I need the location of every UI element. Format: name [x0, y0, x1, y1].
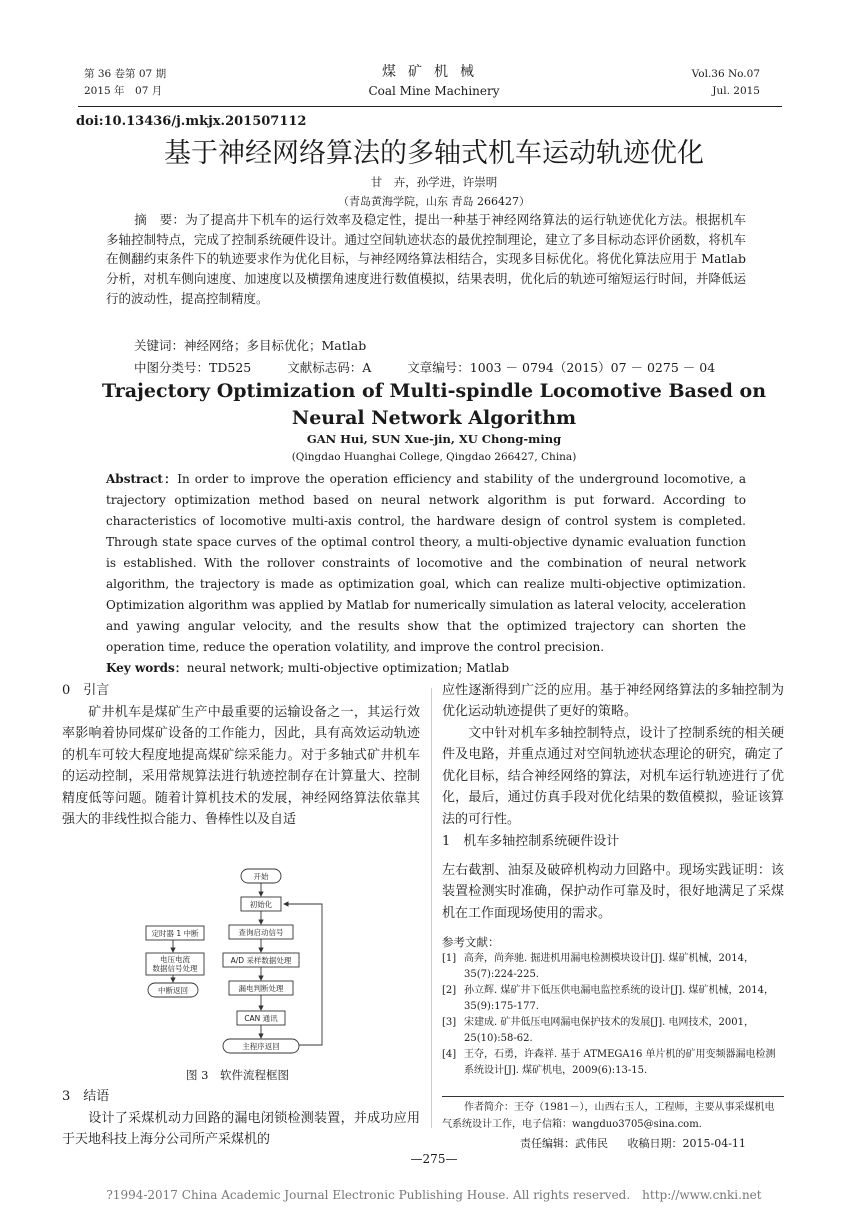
header-date-cn: 2015 年 07 月	[84, 85, 163, 97]
reference-text: 高奔，尚奔驰. 掘进机用漏电检测模块设计[J]. 煤矿机械，2014，35(7):224-225.	[464, 953, 754, 980]
section-0-heading: 0 引言	[62, 683, 110, 698]
section-3-text: 设计了采煤机动力回路的漏电闭锁检测装置，并成功应用于天地科技上海分公司所产采煤机的	[62, 1111, 420, 1148]
article-number: 文章编号：1003 － 0794（2015）07 － 0275 － 04	[407, 360, 716, 375]
flowchart-query-label: 查询启动信号	[238, 928, 284, 937]
reference-item	[442, 1015, 784, 1047]
received-date: 收稿日期：2015-04-11	[627, 1137, 746, 1150]
class-number: 中图分类号：TD525	[134, 360, 252, 375]
flowchart-start-label: 开始	[253, 872, 269, 881]
affiliation-cn: （青岛黄海学院，山东 青岛 266427）	[338, 195, 530, 208]
responsible-editor: 责任编辑：武伟民	[520, 1137, 608, 1150]
flowchart-init-label: 初始化	[249, 900, 273, 909]
section-3-heading: 3 结语	[62, 1089, 110, 1104]
editor-line	[520, 1135, 762, 1151]
classification-line	[134, 358, 754, 376]
doi	[76, 114, 306, 129]
abstract-cn	[106, 210, 746, 309]
section-1-heading: 1 机车多轴控制系统硬件设计	[442, 834, 620, 849]
reference-text: 宋建成. 矿井低压电网漏电保护技术的发展[J]. 电网技术，2001，25(10):58-62.	[464, 1017, 754, 1044]
flowchart-int-return-label: 中断返回	[158, 986, 188, 995]
keywords-cn: 关键词：神经网络；多目标优化；Matlab	[134, 338, 367, 353]
reference-number: [3]	[442, 1017, 457, 1028]
authors-cn: 甘 卉，孙学进，许崇明	[370, 175, 498, 189]
title-cn: 基于神经网络算法的多轴式机车运动轨迹优化	[164, 138, 704, 169]
flowchart-timer-label: 定时器 1 中断	[151, 929, 199, 938]
title-en: Trajectory Optimization of Multi-spindle Locomotive Based on Neural Network Algorithm	[101, 380, 767, 429]
flowchart-judge-label: 漏电判断处理	[238, 984, 284, 993]
author-bio-text: 作者简介：王夺（1981－），山西右玉人，工程师，主要从事采煤机电气系统设计工作，电子信箱：wangduo3705@sina.com.	[442, 1102, 775, 1130]
section-3-paragraph	[62, 1108, 420, 1151]
page-number: —275—	[410, 1152, 458, 1166]
header-rule	[78, 106, 782, 107]
flowchart-signal-label-line1: 电压电流	[160, 955, 190, 964]
reference-text: 王夺，石勇，许森祥. 基于 ATMEGA16 单片机的矿用变频器漏电检测系统设计[J]. 煤矿机电，2009(6):13-15.	[464, 1049, 776, 1076]
document-code: 文献标志码：A	[287, 360, 372, 375]
keywords-en-label: Key words：	[106, 661, 187, 675]
header-issue-en	[692, 66, 760, 100]
reference-number: [2]	[442, 985, 457, 996]
right-paragraph-2	[442, 723, 784, 830]
doi-label: doi:	[76, 114, 104, 129]
authors-en: GAN Hui, SUN Xue-jin, XU Chong-ming	[306, 432, 562, 446]
flowchart-can-label: CAN 通讯	[244, 1014, 278, 1023]
reference-number: [4]	[442, 1049, 457, 1060]
affiliation-en: (Qingdao Huanghai College, Qingdao 266427, China)	[291, 451, 577, 463]
flowchart-signal-label-line2: 数据信号处理	[152, 964, 198, 973]
copyright-footer: ?1994-2017 China Academic Journal Electronic Publishing House. All rights reserved. http://www.cnki.net	[106, 1188, 762, 1202]
section-0-paragraph	[62, 702, 420, 830]
header-date-en: Jul. 2015	[712, 85, 760, 97]
abstract-cn-text: 摘 要：为了提高井下机车的运行效率及稳定性，提出一种基于神经网络算法的运行轨迹优化方法。根据机车多轴控制特点，完成了控制系统硬件设计。通过空间轨迹状态的最优控制理论，建立了多目标动态评价函数，将机车在侧翻约束条件下的轨迹要求作为优化目标，与神经网络算法相结合，实现多目标优化。将优化算法应用于 Matlab 分析，对机车侧向速度、加速度以及横摆角速度进行数值模拟，结果表明，优化后的轨迹可缩短运行时间，并降低运行的波动性，提高控制精度。	[106, 212, 746, 306]
reference-number: [1]	[442, 953, 457, 964]
keywords-en	[106, 659, 509, 676]
journal-name-cn: 煤矿机械	[382, 64, 486, 80]
keywords-en-text: neural network; multi-objective optimization; Matlab	[186, 661, 510, 675]
header-volume-cn: 第 36 卷第 07 期	[84, 68, 167, 80]
flowchart-main-return-label: 主程序返回	[242, 1042, 280, 1051]
reference-text: 孙立辉. 煤矿井下低压供电漏电监控系统的设计[J]. 煤矿机械，2014，35(9):175-177.	[464, 985, 774, 1012]
reference-item	[442, 983, 784, 1015]
header-volume-en: Vol.36 No.07	[691, 68, 760, 80]
journal-name-en: Coal Mine Machinery	[368, 84, 500, 98]
references-list	[442, 951, 784, 1079]
right-paragraph-3: 左右截割、油泵及破碎机构动力回路中。现场实践证明：该装置检测实时准确，保护动作可靠及时，很好地满足了采煤机在工作面现场使用的需求。	[442, 863, 784, 921]
flowchart-sample-label: A/D 采样数据处理	[230, 956, 292, 965]
software-flowchart	[140, 864, 426, 1066]
right-paragraph-1: 应性逐渐得到广泛的应用。基于神经网络算法的多轴控制为优化运动轨迹提供了更好的策略。	[442, 683, 784, 720]
reference-item	[442, 951, 784, 983]
abstract-en	[106, 469, 746, 658]
section-0-text: 矿井机车是煤矿生产中最重要的运输设备之一，其运行效率影响着协同煤矿设备的工作能力，因此，具有高效运动轨迹的机车可较大程度地提高煤矿综采能力。对于多轴式矿井机车的运动控制，采用常规算法进行轨迹控制存在计算量大、控制精度低等问题。随着计算机技术的发展，神经网络算法依靠其强大的非线性拟合能力、鲁棒性以及自适	[62, 705, 420, 828]
doi-value: 10.13436/j.mkjx.201507112	[103, 114, 307, 129]
figure-caption: 图 3 软件流程框图	[186, 1068, 289, 1082]
column-divider	[431, 688, 432, 1128]
references-heading: 参考文献：	[442, 935, 500, 949]
abstract-en-text: In order to improve the operation efficiency and stability of the underground locomotive, a trajectory optimization method based on neural network algorithm is put forward. According to characteristics of locomotive multi-axis control, the hardware design of control system is completed. Through state space curves of the optimal control theory, a multi-objective dynamic evaluation function is established. With the rollover constraints of locomotive and the combination of neural network algorithm, the trajectory is made as optimization goal, which can realize multi-objective optimization. Optimization algorithm was applied by Matlab for numerically simulation as lateral velocity, acceleration and yawing angular velocity, and the results show that the optimized trajectory can shorten the operation time, reduce the operation volatility, and improve the control precision.	[106, 472, 746, 654]
abstract-en-label: Abstract：	[106, 472, 178, 486]
right-paragraph-2-text: 文中针对机车多轴控制特点，设计了控制系统的相关硬件及电路，并重点通过对空间轨迹状态理论的研究，确定了优化目标，结合神经网络的算法，对机车运行轨迹进行了优化，最后，通过仿真手段对优化结果的数值模拟，验证该算法的可行性。	[442, 726, 784, 827]
reference-item	[442, 1047, 784, 1079]
author-bio	[442, 1096, 784, 1133]
